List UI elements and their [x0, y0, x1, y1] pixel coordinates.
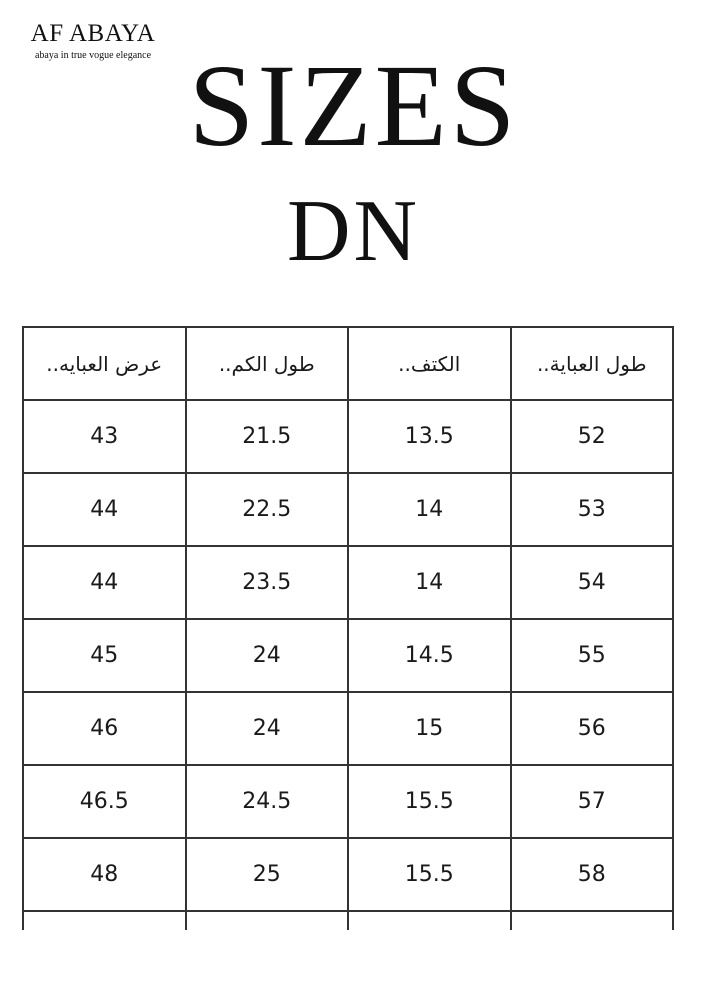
- brand-tagline: abaya in true vogue elegance: [34, 50, 152, 61]
- table-row: [23, 838, 673, 911]
- size-table: [22, 326, 674, 930]
- page-title: SIZES: [188, 40, 519, 171]
- table-cell: 14.5: [348, 619, 511, 692]
- table-cell: 24: [186, 692, 349, 765]
- table-cell: 46.5: [23, 765, 186, 838]
- table-cell: 14: [348, 473, 511, 546]
- table-cell: 24.5: [186, 765, 349, 838]
- table-row: [23, 473, 673, 546]
- table-cell: 44: [23, 473, 186, 546]
- table-cell-empty: [511, 911, 674, 930]
- table-cell: 44: [23, 546, 186, 619]
- table-cell: 25: [186, 838, 349, 911]
- table-header-row: [23, 327, 673, 400]
- table-cell: 52: [511, 400, 674, 473]
- table-cell-empty: [348, 911, 511, 930]
- table-cell-empty: [23, 911, 186, 930]
- table-row: [23, 692, 673, 765]
- table-cell: 15.5: [348, 765, 511, 838]
- table-row: [23, 619, 673, 692]
- table-cell: 23.5: [186, 546, 349, 619]
- table-cell-empty: [186, 911, 349, 930]
- table-cell: 14: [348, 546, 511, 619]
- table-cell: 13.5: [348, 400, 511, 473]
- size-table-container: [22, 326, 676, 930]
- table-cell: 58: [511, 838, 674, 911]
- header-shoulder: الكتف..: [348, 327, 511, 400]
- page-subtitle: DN: [286, 183, 421, 280]
- table-row-cutoff: [23, 911, 673, 930]
- table-cell: 46: [23, 692, 186, 765]
- table-row: [23, 546, 673, 619]
- table-row: [23, 400, 673, 473]
- header-abaya-length: طول العباية..: [511, 327, 674, 400]
- table-cell: 15: [348, 692, 511, 765]
- table-cell: 55: [511, 619, 674, 692]
- brand-name: AF ABAYA: [30, 20, 156, 47]
- table-cell: 15.5: [348, 838, 511, 911]
- table-cell: 21.5: [186, 400, 349, 473]
- table-cell: 53: [511, 473, 674, 546]
- table-cell: 43: [23, 400, 186, 473]
- header-abaya-width: عرض العبايه..: [23, 327, 186, 400]
- table-cell: 22.5: [186, 473, 349, 546]
- table-cell: 54: [511, 546, 674, 619]
- table-cell: 48: [23, 838, 186, 911]
- table-cell: 57: [511, 765, 674, 838]
- table-cell: 45: [23, 619, 186, 692]
- table-cell: 24: [186, 619, 349, 692]
- header-sleeve-length: طول الكم..: [186, 327, 349, 400]
- table-row: [23, 765, 673, 838]
- table-cell: 56: [511, 692, 674, 765]
